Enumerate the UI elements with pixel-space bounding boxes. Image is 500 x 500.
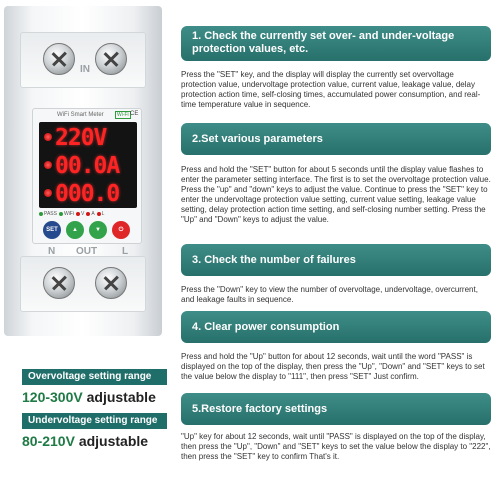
screw-icon bbox=[43, 43, 75, 75]
energy-value: 000.0 bbox=[55, 181, 120, 207]
status-indicators bbox=[39, 210, 137, 218]
input-terminal-block bbox=[20, 32, 146, 88]
terminal-l-label: L bbox=[122, 246, 129, 257]
screw-icon bbox=[43, 267, 75, 299]
meter-brand: WiFi Smart Meter bbox=[57, 112, 104, 118]
undervoltage-range-value: 80-210V adjustable bbox=[22, 433, 149, 449]
undervoltage-range-label: Undervoltage setting range bbox=[22, 413, 167, 429]
section-clear-power-heading: 4. Clear power consumption bbox=[181, 311, 491, 343]
section-clear-power-text: Press and hold the "Up" button for about 12 seconds, wait until the word "PASS" is displayed on the top of the display, then press the "Up", "Down" and "SET" keys to set the value below the display to "111", then press "SET" Just confirm. bbox=[181, 352, 485, 381]
indicator-a: A bbox=[86, 211, 94, 217]
voltage-reading bbox=[39, 125, 137, 151]
overvoltage-range-value: 120-300V adjustable bbox=[22, 389, 156, 405]
terminal-out-label: OUT bbox=[76, 246, 98, 257]
power-icon[interactable]: ⏻ bbox=[112, 221, 130, 239]
wifi-badge: Wi-Fi bbox=[117, 112, 129, 118]
indicator-pass: PASS bbox=[39, 211, 57, 217]
indicator-dot-icon bbox=[44, 133, 52, 141]
screw-icon bbox=[95, 43, 127, 75]
section-failures-text: Press the "Down" key to view the number of overvoltage, undervoltage, overcurrent, and leakage faults in sequence. bbox=[181, 285, 478, 304]
energy-reading bbox=[39, 181, 137, 207]
section-factory-reset-text: "Up" key for about 12 seconds, wait until "PASS" is displayed on the top of the display, then press the "Up", "Down" and "SET" keys to set the value below the display to "222", then press the "SET" key to confirm That's it. bbox=[181, 432, 491, 461]
ce-mark: CE bbox=[130, 111, 139, 117]
down-arrow-icon[interactable]: ▼ bbox=[89, 221, 107, 239]
terminal-n-label: N bbox=[48, 246, 56, 257]
section-set-parameters-heading: 2.Set various parameters bbox=[181, 123, 491, 155]
indicator-dot-icon bbox=[44, 161, 52, 169]
section-failures-heading: 3. Check the number of failures bbox=[181, 244, 491, 276]
indicator-l: L bbox=[97, 211, 105, 217]
indicator-dot-icon bbox=[44, 189, 52, 197]
output-terminal-block bbox=[20, 256, 146, 312]
section-factory-reset-heading: 5.Restore factory settings bbox=[181, 393, 491, 425]
section-check-values-heading: 1. Check the currently set over- and under-voltage protection values, etc. bbox=[181, 26, 491, 61]
set-button[interactable]: SET bbox=[43, 221, 61, 239]
terminal-in-label: IN bbox=[80, 64, 90, 75]
section-set-parameters-text: Press and hold the "SET" button for about 5 seconds until the display value flashes to enter the parameter setting interface. The first is to set the overvoltage protection value. Press the "up" and "down" keys to adjust the value. Continue to press the "SET" key to enter the undervoltage protection value setting, current value setting, leakage value setting, delay protection action time setting, and self-closing number setting. Press the "Up" and "Down" keys to adjust the value. bbox=[181, 165, 491, 224]
meter-front-panel bbox=[32, 108, 142, 244]
indicator-v: V bbox=[76, 211, 84, 217]
current-reading bbox=[39, 153, 137, 179]
screw-icon bbox=[95, 267, 127, 299]
section-check-values-text: Press the "SET" key, and the display will display the currently set overvoltage protection value, undervoltage protection value, current value, leakage value, delay protection action time, self-closing times, accumulated power consumption, and real-time temperature value in sequence. bbox=[181, 70, 481, 109]
led-display bbox=[39, 122, 137, 208]
indicator-wifi: WiFi bbox=[59, 211, 74, 217]
overvoltage-range-label: Overvoltage setting range bbox=[22, 369, 167, 385]
up-arrow-icon[interactable]: ▲ bbox=[66, 221, 84, 239]
current-value: 00.0A bbox=[55, 153, 120, 179]
smart-meter-device bbox=[4, 6, 162, 336]
voltage-value: 220V bbox=[55, 125, 107, 151]
